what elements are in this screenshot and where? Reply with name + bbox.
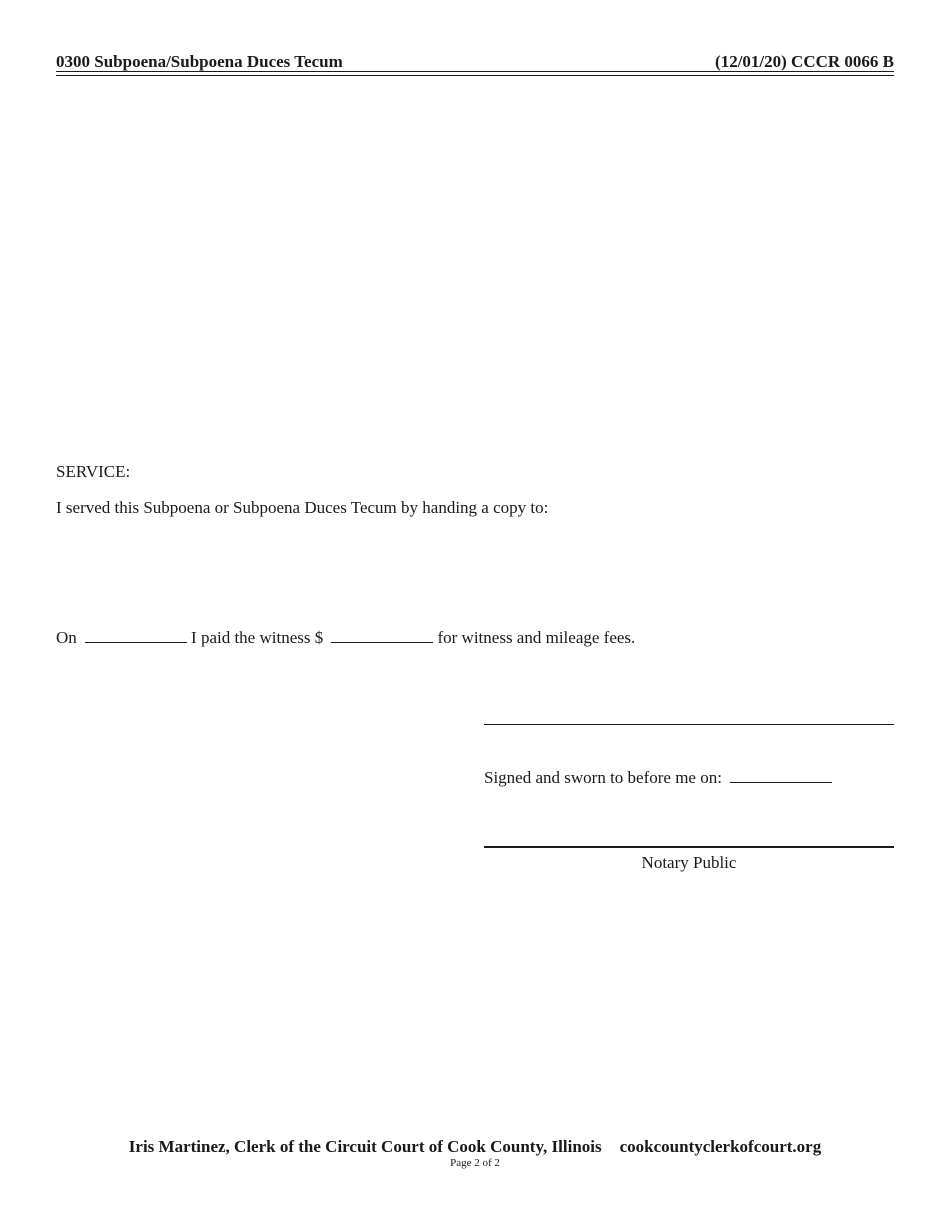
sworn-date-blank[interactable]	[730, 767, 832, 783]
fees-line	[56, 627, 635, 648]
server-signature-line[interactable]	[484, 724, 894, 725]
service-heading: SERVICE:	[56, 462, 131, 481]
served-statement: I served this Subpoena or Subpoena Duces Tecum by handing a copy to:	[56, 498, 549, 517]
notary-public-label: Notary Public	[641, 853, 737, 872]
sworn-label: Signed and sworn to before me on:	[484, 768, 722, 787]
fees-label: for witness and mileage fees.	[437, 628, 636, 647]
notary-signature-line[interactable]	[484, 846, 894, 848]
on-label: On	[56, 628, 77, 647]
form-title: 0300 Subpoena/Subpoena Duces Tecum	[56, 52, 343, 71]
paid-label: I paid the witness $	[191, 628, 324, 647]
page-footer	[0, 1137, 950, 1157]
page-header	[56, 52, 894, 72]
clerk-name: Iris Martinez, Clerk of the Circuit Court of Cook County, Illinois	[128, 1137, 602, 1156]
date-paid-blank[interactable]	[85, 627, 187, 643]
page-number: Page 2 of 2	[450, 1157, 500, 1169]
court-website: cookcountyclerkofcourt.org	[619, 1137, 822, 1156]
amount-paid-blank[interactable]	[331, 627, 433, 643]
sworn-line	[484, 767, 832, 788]
header-rule-bottom	[56, 75, 894, 76]
header-rule-top	[56, 71, 894, 72]
form-code: (12/01/20) CCCR 0066 B	[715, 52, 894, 71]
